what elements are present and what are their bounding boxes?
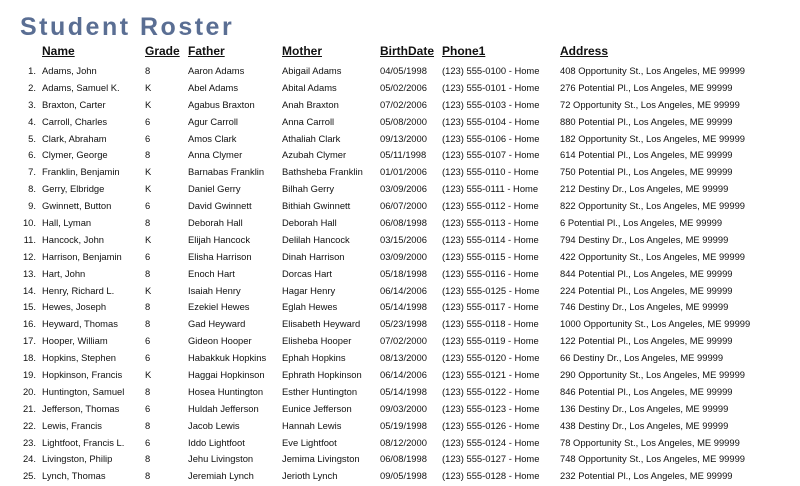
row-number: 22. (22, 419, 36, 431)
column-header-grade: Grade (145, 44, 180, 58)
phone-cell: (123) 555-0106 - Home (442, 132, 540, 144)
mother-cell: Bathsheba Franklin (282, 166, 363, 178)
address-cell: 6 Potential Pl., Los Angeles, ME 99999 (560, 217, 723, 229)
table-body (0, 63, 800, 485)
row-number: 24. (22, 453, 36, 465)
student-name: Jefferson, Thomas (42, 402, 120, 414)
birthdate-cell: 05/08/2000 (380, 115, 427, 127)
phone-cell: (123) 555-0104 - Home (442, 115, 540, 127)
birthdate-cell: 04/05/1998 (380, 65, 427, 76)
mother-cell: Abigail Adams (282, 65, 342, 76)
address-cell: 794 Destiny Dr., Los Angeles, ME 99999 (560, 233, 729, 245)
row-number: 10. (22, 217, 36, 229)
student-name: Adams, John (42, 65, 97, 76)
address-cell: 880 Potential Pl., Los Angeles, ME 99999 (560, 115, 733, 127)
grade-cell: K (145, 81, 152, 93)
column-header-phone: Phone1 (442, 44, 486, 58)
row-number: 12. (22, 250, 36, 262)
father-cell: Agabus Braxton (188, 98, 255, 110)
father-cell: Agur Carroll (188, 115, 239, 127)
row-number: 3. (28, 98, 36, 110)
address-cell: 614 Potential Pl., Los Angeles, ME 99999 (560, 149, 733, 161)
birthdate-cell: 05/18/1998 (380, 267, 427, 279)
row-number: 19. (22, 369, 36, 381)
student-name: Lewis, Francis (42, 419, 102, 431)
row-number: 6. (28, 149, 36, 161)
row-number: 5. (28, 132, 36, 144)
phone-cell: (123) 555-0118 - Home (442, 318, 539, 330)
grade-cell: 6 (145, 352, 151, 364)
table-row (0, 181, 800, 198)
table-row (0, 215, 800, 232)
birthdate-cell: 05/11/1998 (380, 149, 427, 161)
birthdate-cell: 03/09/2006 (380, 183, 427, 195)
grade-cell: 8 (145, 217, 151, 229)
mother-cell: Hagar Henry (282, 284, 336, 296)
phone-cell: (123) 555-0117 - Home (442, 301, 539, 313)
father-cell: Elijah Hancock (188, 233, 251, 245)
phone-cell: (123) 555-0125 - Home (442, 284, 540, 296)
phone-cell: (123) 555-0112 - Home (442, 200, 539, 212)
phone-cell: (123) 555-0128 - Home (442, 470, 540, 482)
grade-cell: 6 (145, 335, 151, 347)
column-header-father: Father (188, 44, 225, 58)
mother-cell: Deborah Hall (282, 217, 337, 229)
father-cell: Gideon Hooper (188, 335, 252, 347)
father-cell: Iddo Lightfoot (188, 436, 245, 448)
student-name: Hooper, William (42, 335, 108, 347)
address-cell: 408 Opportunity St., Los Angeles, ME 99999 (560, 65, 746, 76)
address-cell: 438 Destiny Dr., Los Angeles, ME 99999 (560, 419, 729, 431)
address-cell: 748 Opportunity St., Los Angeles, ME 99999 (560, 453, 746, 465)
table-row (0, 435, 800, 452)
birthdate-cell: 03/15/2006 (380, 233, 427, 245)
address-cell: 422 Opportunity St., Los Angeles, ME 99999 (560, 250, 746, 262)
table-row (0, 283, 800, 300)
father-cell: Habakkuk Hopkins (188, 352, 267, 364)
row-number: 1. (28, 65, 36, 76)
mother-cell: Dorcas Hart (282, 267, 333, 279)
row-number: 7. (28, 166, 36, 178)
phone-cell: (123) 555-0124 - Home (442, 436, 540, 448)
address-cell: 844 Potential Pl., Los Angeles, ME 99999 (560, 267, 733, 279)
grade-cell: 8 (145, 453, 151, 465)
student-name: Henry, Richard L. (42, 284, 115, 296)
student-name: Lynch, Thomas (42, 470, 106, 482)
mother-cell: Abital Adams (282, 81, 337, 93)
mother-cell: Bilhah Gerry (282, 183, 335, 195)
father-cell: Isaiah Henry (188, 284, 241, 296)
father-cell: Ezekiel Hewes (188, 301, 250, 313)
student-name: Hewes, Joseph (42, 301, 107, 313)
column-header-mother: Mother (282, 44, 322, 58)
address-cell: 276 Potential Pl., Los Angeles, ME 99999 (560, 81, 733, 93)
column-header-address: Address (560, 44, 609, 58)
table-row (0, 350, 800, 367)
phone-cell: (123) 555-0127 - Home (442, 453, 540, 465)
birthdate-cell: 06/14/2006 (380, 284, 427, 296)
mother-cell: Esther Huntington (282, 385, 358, 397)
grade-cell: 6 (145, 436, 151, 448)
student-name: Heyward, Thomas (42, 318, 118, 330)
address-cell: 224 Potential Pl., Los Angeles, ME 99999 (560, 284, 733, 296)
birthdate-cell: 07/02/2006 (380, 98, 427, 110)
address-cell: 822 Opportunity St., Los Angeles, ME 99999 (560, 200, 746, 212)
row-number: 15. (22, 301, 36, 313)
grade-cell: 8 (145, 301, 151, 313)
phone-cell: (123) 555-0110 - Home (442, 166, 539, 178)
address-cell: 122 Potential Pl., Los Angeles, ME 99999 (560, 335, 733, 347)
phone-cell: (123) 555-0119 - Home (442, 335, 539, 347)
birthdate-cell: 09/05/1998 (380, 470, 427, 482)
student-name: Harrison, Benjamin (42, 250, 122, 262)
phone-cell: (123) 555-0115 - Home (442, 250, 539, 262)
birthdate-cell: 05/19/1998 (380, 419, 427, 431)
address-cell: 182 Opportunity St., Los Angeles, ME 99999 (560, 132, 746, 144)
student-name: Braxton, Carter (42, 98, 106, 110)
student-name: Hart, John (42, 267, 86, 279)
row-number: 11. (23, 233, 36, 245)
table-row (0, 451, 800, 468)
row-number: 14. (22, 284, 36, 296)
father-cell: Jehu Livingston (188, 453, 254, 465)
address-cell: 78 Opportunity St., Los Angeles, ME 99999 (560, 436, 740, 448)
table-row (0, 164, 800, 181)
address-cell: 66 Destiny Dr., Los Angeles, ME 99999 (560, 352, 724, 364)
birthdate-cell: 09/03/2000 (380, 402, 427, 414)
grade-cell: 6 (145, 250, 151, 262)
mother-cell: Eunice Jefferson (282, 402, 352, 414)
address-cell: 72 Opportunity St., Los Angeles, ME 99999 (560, 98, 740, 110)
mother-cell: Eglah Hewes (282, 301, 338, 313)
mother-cell: Ephrath Hopkinson (282, 369, 362, 381)
father-cell: David Gwinnett (188, 200, 252, 212)
student-name: Lightfoot, Francis L. (42, 436, 125, 448)
grade-cell: K (145, 166, 152, 178)
birthdate-cell: 07/02/2000 (380, 335, 427, 347)
row-number: 25. (22, 470, 36, 482)
father-cell: Haggai Hopkinson (188, 369, 265, 381)
roster-table (0, 42, 800, 485)
mother-cell: Hannah Lewis (282, 419, 342, 431)
grade-cell: 6 (145, 115, 151, 127)
birthdate-cell: 09/13/2000 (380, 132, 427, 144)
table-row (0, 97, 800, 114)
table-row (0, 468, 800, 485)
grade-cell: 8 (145, 267, 151, 279)
phone-cell: (123) 555-0114 - Home (442, 233, 539, 245)
grade-cell: K (145, 284, 152, 296)
phone-cell: (123) 555-0121 - Home (442, 369, 540, 381)
birthdate-cell: 08/13/2000 (380, 352, 427, 364)
mother-cell: Ephah Hopkins (282, 352, 346, 364)
table-row (0, 401, 800, 418)
birthdate-cell: 03/09/2000 (380, 250, 427, 262)
grade-cell: 8 (145, 470, 151, 482)
table-row (0, 316, 800, 333)
phone-cell: (123) 555-0122 - Home (442, 385, 540, 397)
student-name: Hancock, John (42, 233, 105, 245)
row-number: 17. (22, 335, 36, 347)
address-cell: 212 Destiny Dr., Los Angeles, ME 99999 (560, 183, 729, 195)
address-cell: 232 Potential Pl., Los Angeles, ME 99999 (560, 470, 733, 482)
mother-cell: Anna Carroll (282, 115, 335, 127)
student-name: Clark, Abraham (42, 132, 107, 144)
mother-cell: Delilah Hancock (282, 233, 350, 245)
grade-cell: 8 (145, 419, 151, 431)
father-cell: Aaron Adams (188, 65, 245, 76)
student-name: Livingston, Philip (42, 453, 113, 465)
father-cell: Barnabas Franklin (188, 166, 265, 178)
student-name: Franklin, Benjamin (42, 166, 120, 178)
father-cell: Hosea Huntington (188, 385, 264, 397)
father-cell: Jeremiah Lynch (188, 470, 254, 482)
mother-cell: Jemima Livingston (282, 453, 360, 465)
father-cell: Huldah Jefferson (188, 402, 259, 414)
student-name: Hopkins, Stephen (42, 352, 117, 364)
grade-cell: 8 (145, 149, 151, 161)
father-cell: Enoch Hart (188, 267, 235, 279)
row-number: 21. (22, 402, 36, 414)
phone-cell: (123) 555-0126 - Home (442, 419, 540, 431)
mother-cell: Elisheba Hooper (282, 335, 352, 347)
mother-cell: Dinah Harrison (282, 250, 345, 262)
birthdate-cell: 08/12/2000 (380, 436, 427, 448)
row-number: 9. (28, 200, 36, 212)
mother-cell: Azubah Clymer (282, 149, 347, 161)
father-cell: Daniel Gerry (188, 183, 241, 195)
father-cell: Deborah Hall (188, 217, 243, 229)
table-row (0, 131, 800, 148)
birthdate-cell: 01/01/2006 (380, 166, 427, 178)
row-number: 13. (22, 267, 36, 279)
phone-cell: (123) 555-0113 - Home (442, 217, 539, 229)
table-row (0, 114, 800, 131)
row-number: 4. (28, 115, 36, 127)
phone-cell: (123) 555-0103 - Home (442, 98, 540, 110)
phone-cell: (123) 555-0111 - Home (442, 183, 539, 195)
student-name: Clymer, George (42, 149, 108, 161)
father-cell: Amos Clark (188, 132, 237, 144)
birthdate-cell: 05/14/1998 (380, 385, 427, 397)
mother-cell: Jerioth Lynch (282, 470, 338, 482)
row-number: 18. (22, 352, 36, 364)
student-name: Huntington, Samuel (42, 385, 125, 397)
grade-cell: K (145, 233, 152, 245)
student-name: Hall, Lyman (42, 217, 92, 229)
mother-cell: Anah Braxton (282, 98, 339, 110)
birthdate-cell: 05/14/1998 (380, 301, 427, 313)
father-cell: Gad Heyward (188, 318, 246, 330)
phone-cell: (123) 555-0123 - Home (442, 402, 540, 414)
row-number: 8. (28, 183, 36, 195)
table-row (0, 367, 800, 384)
address-cell: 750 Potential Pl., Los Angeles, ME 99999 (560, 166, 733, 178)
father-cell: Jacob Lewis (188, 419, 240, 431)
grade-cell: K (145, 98, 152, 110)
page-title: Student Roster (20, 13, 235, 41)
mother-cell: Athaliah Clark (282, 132, 341, 144)
row-number: 20. (22, 385, 36, 397)
phone-cell: (123) 555-0107 - Home (442, 149, 540, 161)
student-name: Gwinnett, Button (42, 200, 112, 212)
row-number: 2. (28, 81, 36, 93)
phone-cell: (123) 555-0101 - Home (442, 81, 540, 93)
address-cell: 846 Potential Pl., Los Angeles, ME 99999 (560, 385, 733, 397)
table-row (0, 266, 800, 283)
mother-cell: Eve Lightfoot (282, 436, 337, 448)
phone-cell: (123) 555-0120 - Home (442, 352, 540, 364)
birthdate-cell: 06/14/2006 (380, 369, 427, 381)
row-number: 23. (22, 436, 36, 448)
address-cell: 746 Destiny Dr., Los Angeles, ME 99999 (560, 301, 729, 313)
grade-cell: 8 (145, 65, 151, 76)
father-cell: Elisha Harrison (188, 250, 252, 262)
table-row (0, 147, 800, 164)
birthdate-cell: 05/23/1998 (380, 318, 427, 330)
grade-cell: K (145, 183, 152, 195)
table-header (0, 42, 800, 63)
column-header-name: Name (42, 44, 75, 58)
grade-cell: 8 (145, 385, 151, 397)
row-number: 16. (22, 318, 36, 330)
father-cell: Abel Adams (188, 81, 239, 93)
birthdate-cell: 06/07/2000 (380, 200, 427, 212)
table-row (0, 63, 800, 80)
student-name: Carroll, Charles (42, 115, 108, 127)
table-row (0, 80, 800, 97)
table-row (0, 198, 800, 215)
table-row (0, 418, 800, 435)
table-row (0, 384, 800, 401)
address-cell: 1000 Opportunity St., Los Angeles, ME 99999 (560, 318, 751, 330)
address-cell: 136 Destiny Dr., Los Angeles, ME 99999 (560, 402, 729, 414)
table-row (0, 249, 800, 266)
birthdate-cell: 05/02/2006 (380, 81, 427, 93)
grade-cell: 6 (145, 132, 151, 144)
table-row (0, 333, 800, 350)
birthdate-cell: 06/08/1998 (380, 217, 427, 229)
phone-cell: (123) 555-0116 - Home (442, 267, 539, 279)
phone-cell: (123) 555-0100 - Home (442, 65, 540, 76)
address-cell: 290 Opportunity St., Los Angeles, ME 99999 (560, 369, 746, 381)
birthdate-cell: 06/08/1998 (380, 453, 427, 465)
grade-cell: 8 (145, 318, 151, 330)
mother-cell: Elisabeth Heyward (282, 318, 361, 330)
mother-cell: Bithiah Gwinnett (282, 200, 351, 212)
student-name: Adams, Samuel K. (42, 81, 120, 93)
table-row (0, 299, 800, 316)
student-name: Hopkinson, Francis (42, 369, 123, 381)
grade-cell: K (145, 369, 152, 381)
grade-cell: 6 (145, 402, 151, 414)
father-cell: Anna Clymer (188, 149, 243, 161)
column-header-birthdate: BirthDate (380, 44, 435, 58)
grade-cell: 6 (145, 200, 151, 212)
student-name: Gerry, Elbridge (42, 183, 105, 195)
table-row (0, 232, 800, 249)
